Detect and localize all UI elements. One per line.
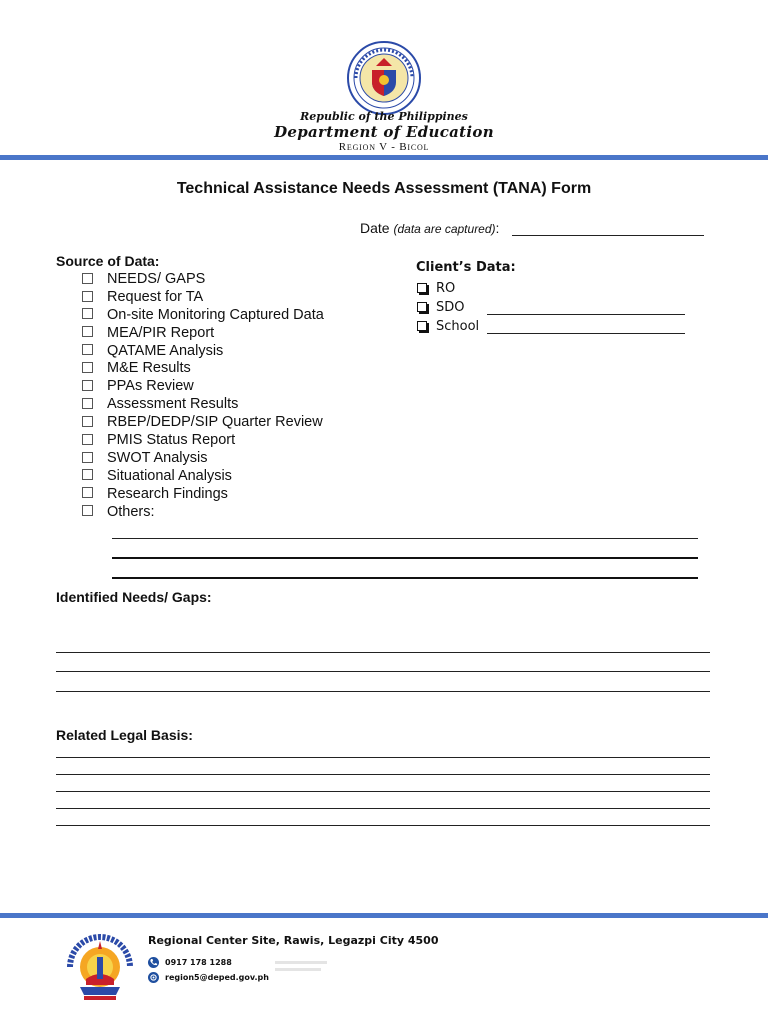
email-icon [148,972,159,983]
source-item[interactable]: RBEP/DEDP/SIP Quarter Review [82,414,324,432]
others-line[interactable] [112,557,698,559]
checkbox[interactable] [82,344,93,355]
source-list [82,271,324,521]
legal-line[interactable] [56,791,710,792]
checkbox[interactable] [82,398,93,409]
source-item[interactable]: SWOT Analysis [82,450,324,468]
needs-line[interactable] [56,691,710,692]
client-item-sdo[interactable]: SDO [416,298,479,317]
source-item[interactable]: M&E Results [82,360,324,378]
legal-line[interactable] [56,825,710,826]
footer-faint-mark [275,959,331,978]
date-colon: : [495,220,500,236]
footer-rule [0,913,768,918]
date-note: (data are captured) [393,222,496,236]
school-field[interactable] [487,333,685,334]
header-rule [0,155,768,160]
legal-basis-heading: Related Legal Basis: [56,727,193,743]
source-item[interactable]: MEA/PIR Report [82,325,324,343]
date-field[interactable] [512,235,704,236]
checkbox[interactable] [417,321,427,331]
source-item[interactable]: PMIS Status Report [82,432,324,450]
source-item[interactable]: Request for TA [82,289,324,307]
checkbox[interactable] [82,434,93,445]
region-text: Region V - Bicol [338,141,430,153]
source-item[interactable]: QATAME Analysis [82,343,324,361]
client-list [416,279,479,336]
identified-needs-heading: Identified Needs/ Gaps: [56,589,212,605]
checkbox[interactable] [82,505,93,516]
checkbox[interactable] [82,380,93,391]
source-item[interactable]: PPAs Review [82,378,324,396]
client-item-ro[interactable]: RO [416,279,479,298]
checkbox[interactable] [417,283,427,293]
source-item[interactable]: On-site Monitoring Captured Data [82,307,324,325]
date-label: Date [360,220,390,236]
form-title: Technical Assistance Needs Assessment (TANA) Form [176,180,592,197]
client-item-school[interactable]: School [416,317,479,336]
phone-icon [148,957,159,968]
checkbox[interactable] [82,487,93,498]
sdo-field[interactable] [487,314,685,315]
checkbox[interactable] [82,326,93,337]
source-of-data-heading: Source of Data: [56,253,160,269]
legal-line[interactable] [56,757,710,758]
checkbox[interactable] [82,291,93,302]
footer-email[interactable]: region5@deped.gov.ph [165,973,269,982]
department-name: Department of Education [274,123,494,141]
checkbox[interactable] [82,362,93,373]
checkbox[interactable] [82,308,93,319]
republic-text: Republic of the Philippines [300,110,468,123]
checkbox[interactable] [82,416,93,427]
deped-bicol-logo [62,927,138,1003]
footer-email-row [148,972,269,983]
source-item[interactable]: Situational Analysis [82,468,324,486]
legal-line[interactable] [56,774,710,775]
checkbox[interactable] [82,273,93,284]
date-label-row [360,220,499,236]
checkbox[interactable] [82,469,93,480]
checkbox[interactable] [417,302,427,312]
footer-phone-row [148,957,232,968]
source-item[interactable]: Research Findings [82,486,324,504]
source-item[interactable]: NEEDS/ GAPS [82,271,324,289]
source-item[interactable]: Others: [82,504,324,522]
clients-data-heading: Client’s Data: [416,260,516,275]
seal-icon [346,40,422,116]
footer-address: Regional Center Site, Rawis, Legazpi City 4500 [148,934,439,947]
needs-line[interactable] [56,671,710,672]
footer-phone: 0917 178 1288 [165,958,232,967]
checkbox[interactable] [82,452,93,463]
others-line[interactable] [112,577,698,579]
others-line[interactable] [112,538,698,539]
source-item[interactable]: Assessment Results [82,396,324,414]
legal-line[interactable] [56,808,710,809]
needs-line[interactable] [56,652,710,653]
